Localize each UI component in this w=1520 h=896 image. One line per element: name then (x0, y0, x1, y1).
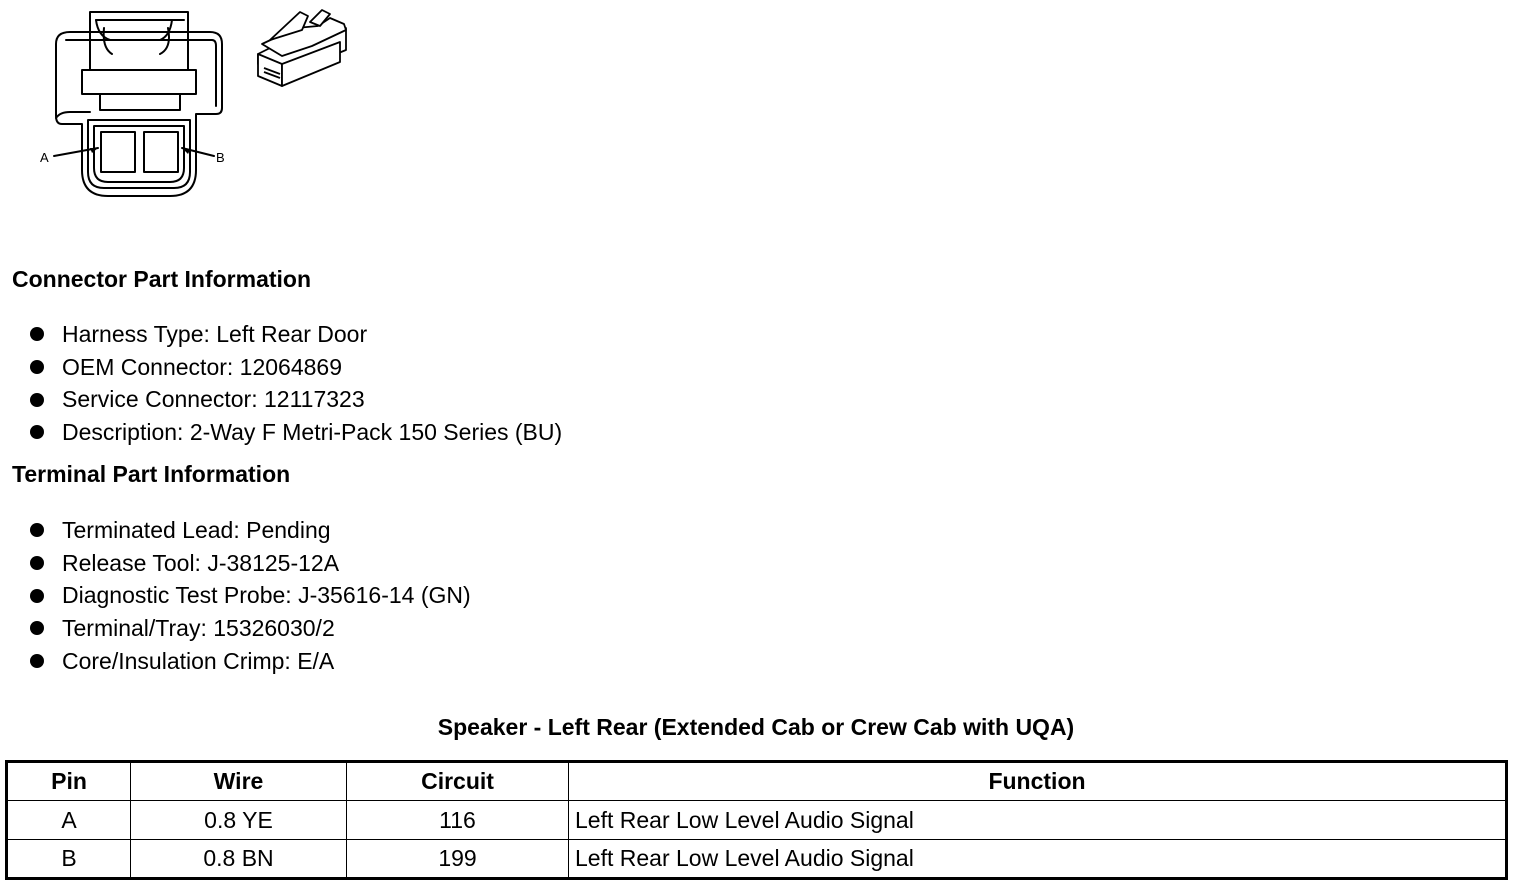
header-circuit: Circuit (347, 762, 569, 801)
header-function: Function (569, 762, 1507, 801)
bullet-icon (30, 393, 44, 407)
connector-latch-bar (82, 70, 196, 94)
cavity-b (144, 132, 178, 172)
bullet-icon (30, 360, 44, 374)
bullet-icon (30, 621, 44, 635)
header-pin: Pin (7, 762, 131, 801)
cell-circuit: 199 (347, 840, 569, 879)
list-item (0, 547, 471, 580)
list-item-text: Core/Insulation Crimp: E/A (62, 647, 335, 674)
cell-function: Left Rear Low Level Audio Signal (569, 840, 1507, 879)
pin-table (5, 760, 1508, 880)
connector-face (88, 120, 190, 188)
cell-wire: 0.8 BN (131, 840, 347, 879)
bullet-icon (30, 327, 44, 341)
list-item-text: Harness Type: Left Rear Door (62, 321, 368, 347)
list-item (0, 416, 562, 449)
bullet-icon (30, 654, 44, 668)
bullet-icon (30, 556, 44, 570)
bullet-icon (30, 523, 44, 537)
cell-function: Left Rear Low Level Audio Signal (569, 801, 1507, 840)
list-item (0, 612, 471, 645)
bullet-icon (30, 425, 44, 439)
list-item (0, 383, 562, 416)
connector-diagram (0, 0, 380, 210)
list-item-text: Diagnostic Test Probe: J-35616-14 (GN) (62, 582, 471, 609)
connector-body-outline (56, 32, 222, 196)
bullet-icon (30, 589, 44, 603)
list-item (0, 579, 471, 612)
list-item-text: Release Tool: J-38125-12A (62, 549, 340, 576)
cell-circuit: 116 (347, 801, 569, 840)
table-row (7, 801, 1507, 840)
pin-table-title: Speaker - Left Rear (Extended Cab or Crew Cab with UQA) (437, 714, 1075, 740)
connector-info-list (0, 318, 562, 449)
terminal-info-list (0, 514, 471, 677)
table-header-row (7, 762, 1507, 801)
list-item (0, 318, 562, 351)
connector-body-inner (66, 40, 216, 106)
list-item-text: Terminated Lead: Pending (62, 517, 331, 543)
pin-label-a: A (40, 150, 49, 165)
connector-info-heading: Connector Part Information (12, 266, 312, 292)
pin-label-b: B (216, 150, 225, 165)
header-wire: Wire (131, 762, 347, 801)
cavity-a (101, 132, 135, 172)
list-item (0, 351, 562, 384)
list-item (0, 514, 471, 547)
list-item-text: Terminal/Tray: 15326030/2 (62, 615, 335, 642)
cell-pin: A (7, 801, 131, 840)
list-item-text: OEM Connector: 12064869 (62, 353, 343, 380)
list-item-text: Description: 2-Way F Metri-Pack 150 Series (BU) (62, 419, 563, 446)
list-item-text: Service Connector: 12117323 (62, 386, 365, 413)
cell-wire: 0.8 YE (131, 801, 347, 840)
cell-pin: B (7, 840, 131, 879)
connector-iso-view (258, 10, 346, 86)
list-item (0, 645, 471, 678)
terminal-info-heading: Terminal Part Information (12, 461, 291, 487)
table-row (7, 840, 1507, 879)
